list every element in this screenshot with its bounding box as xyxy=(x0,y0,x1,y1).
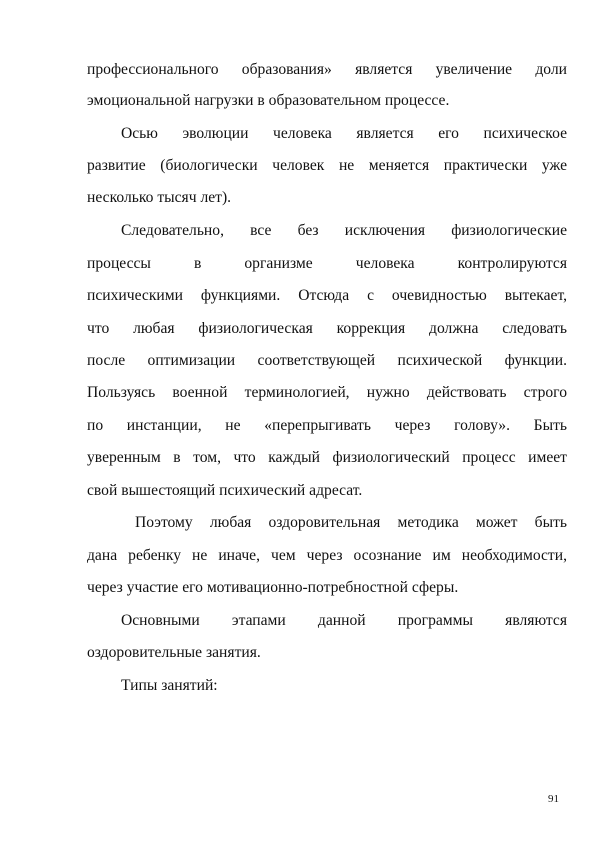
text-line: профессионального образования» является увеличение доли xyxy=(87,61,567,78)
text-line: Осью эволюции человека является его психическое xyxy=(121,125,567,142)
text-line: Поэтому любая оздоровительная методика может быть xyxy=(135,514,567,531)
text-line: развитие (биологически человек не меняется практически уже xyxy=(87,157,567,174)
text-line: оздоровительные занятия. xyxy=(87,644,261,661)
text-line: Типы занятий: xyxy=(121,677,218,694)
text-line: по инстанции, не «перепрыгивать через голову». Быть xyxy=(87,417,567,434)
text-line: Следовательно, все без исключения физиологические xyxy=(121,222,567,239)
text-line: Основными этапами данной программы являются xyxy=(121,612,567,629)
text-line: что любая физиологическая коррекция должна следовать xyxy=(87,320,567,337)
text-line: психическими функциями. Отсюда с очевидностью вытекает, xyxy=(87,287,567,304)
text-line: свой вышестоящий психический адресат. xyxy=(87,482,363,499)
text-line: уверенным в том, что каждый физиологический процесс имеет xyxy=(87,449,567,466)
text-line: Пользуясь военной терминологией, нужно действовать строго xyxy=(87,384,567,401)
text-line: процессы в организме человека контролируются xyxy=(87,255,567,272)
page-number: 91 xyxy=(548,793,559,805)
text-line: несколько тысяч лет). xyxy=(87,189,232,206)
text-line: через участие его мотивационно-потребностной сферы. xyxy=(87,579,459,596)
text-line: дана ребенку не иначе, чем через осознание им необходимости, xyxy=(87,547,567,564)
text-line: после оптимизации соответствующей психической функции. xyxy=(87,352,567,369)
text-line: эмоциональной нагрузки в образовательном процессе. xyxy=(87,92,450,109)
